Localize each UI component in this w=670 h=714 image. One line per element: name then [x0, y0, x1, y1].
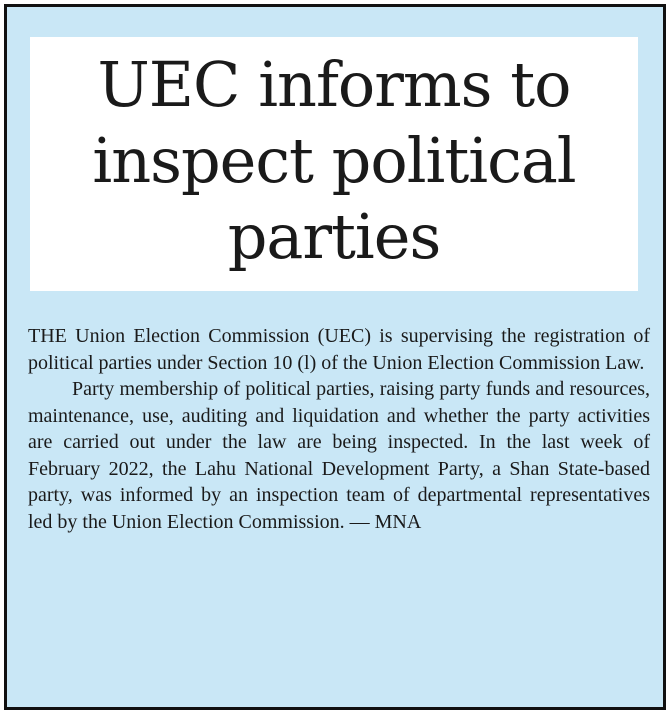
article-body [28, 323, 650, 535]
paragraph-1: THE Union Election Commission (UEC) is supervising the registration of political parties under Section 10 (l) of the Union Election Commission Law. [28, 325, 650, 374]
headline: UEC informs to inspect political parties [92, 48, 576, 273]
news-brief-box [4, 4, 666, 710]
headline-panel [30, 37, 638, 291]
paragraph-2: Party membership of political parties, raising party funds and resources, maintenance, use, auditing and liquidation and whether the party activities are carried out under the law are being inspected. In the last week of February 2022, the Lahu National Development Party, a Shan State-based party, was informed by an inspection team of departmental representatives led by the Union Election Commission. — MNA [28, 378, 650, 533]
